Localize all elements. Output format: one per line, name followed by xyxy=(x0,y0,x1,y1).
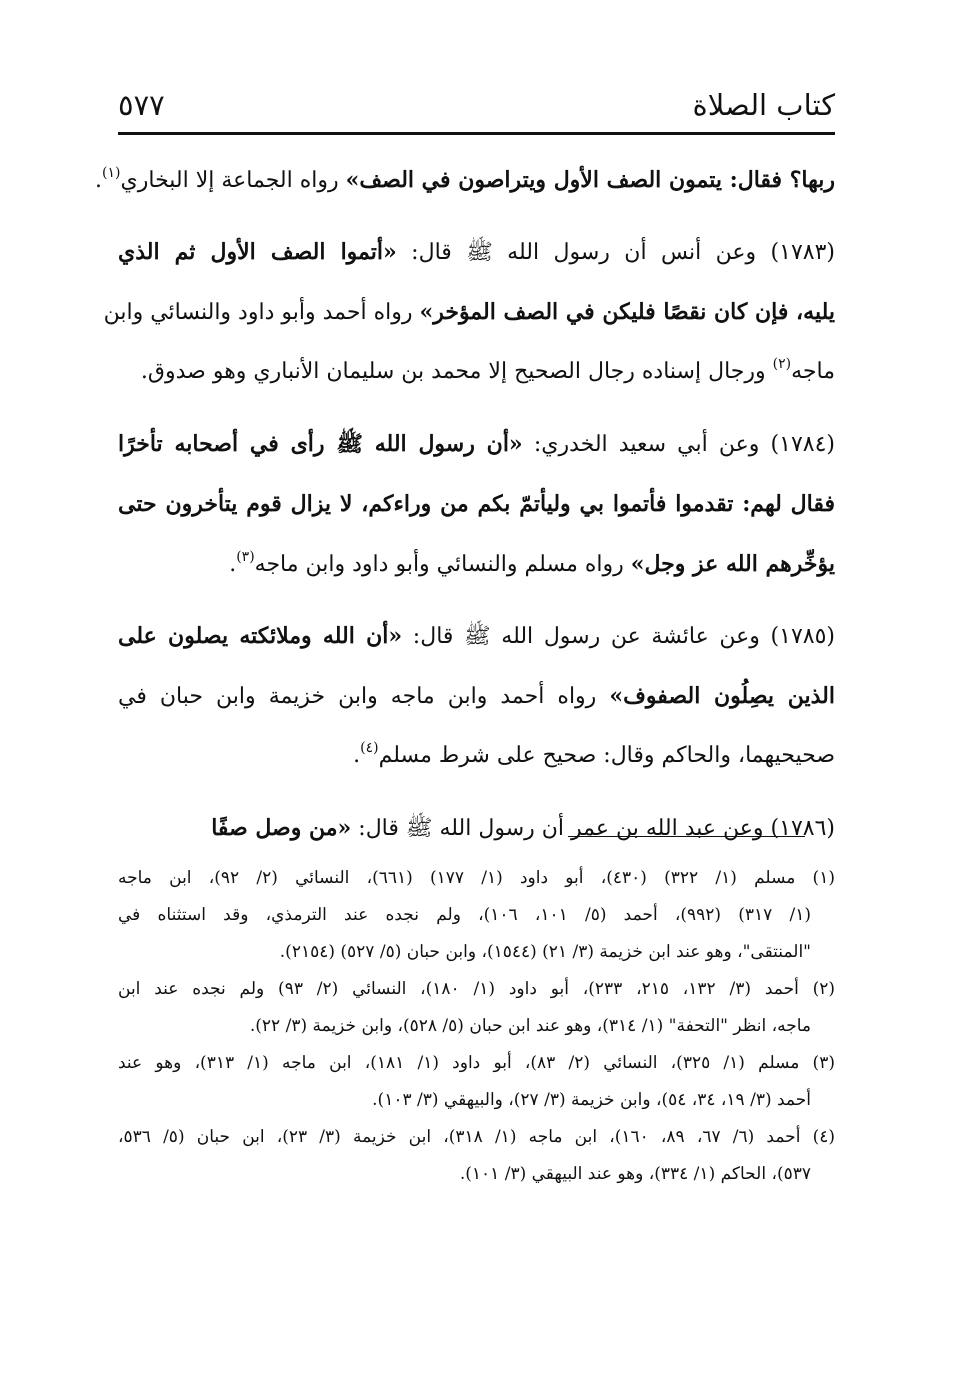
footnote-line: (٢) أحمد (٣/ ١٣٢، ٢١٥، ٢٣٣)، أبو داود (١/ ١٨٠)، النسائي (٢/ ٩٣) ولم نجده عند ابن xyxy=(118,979,836,999)
text-run: . xyxy=(229,552,237,577)
footnote-ref: (٢) xyxy=(772,356,792,372)
text-line xyxy=(118,342,835,402)
paragraph xyxy=(103,222,835,402)
text-run: «من وصل صفًا xyxy=(211,815,352,841)
text-run: . xyxy=(95,168,103,193)
text-run: رواه مسلم والنسائي وأبو داود وابن ماجه xyxy=(254,552,631,577)
paragraph xyxy=(95,150,835,210)
footnote-separator xyxy=(568,836,805,837)
text-run: صحيحيهما، والحاكم وقال: صحيح على شرط مسلم xyxy=(378,743,835,768)
text-line xyxy=(118,666,835,726)
text-run: (١٧٨٦) وعن عبد الله بن عمر أن رسول الله ﷺ قال: xyxy=(351,816,835,841)
paragraph xyxy=(118,606,835,786)
paragraph xyxy=(118,414,835,594)
text-run: رواه أحمد وابن ماجه وابن خزيمة وابن حبان في xyxy=(118,684,610,709)
text-run: «أن الله وملائكته يصلون على xyxy=(118,623,403,649)
footnote-line: "المنتقى"، وهو عند ابن خزيمة (٣/ ٢١) (١٥٤٤)، وابن حبان (٥/ ٥٢٧) (٢١٥٤). xyxy=(279,942,811,962)
text-line xyxy=(118,474,835,534)
footnote xyxy=(118,860,835,971)
paragraph xyxy=(118,798,835,858)
text-run: «أتموا الصف الأول ثم الذي xyxy=(118,239,397,265)
footnote xyxy=(118,971,835,1045)
text-line xyxy=(118,606,835,666)
text-run: «أن رسول الله ﷺ رأى في أصحابه تأخرًا xyxy=(118,431,523,457)
text-line xyxy=(118,726,835,786)
text-run: رواه الجماعة إلا البخاري xyxy=(120,168,346,193)
text-line xyxy=(95,150,835,210)
running-header xyxy=(118,82,835,132)
footnote xyxy=(118,1045,835,1119)
text-run: (١٧٨٥) وعن عائشة عن رسول الله ﷺ قال: xyxy=(402,624,835,649)
text-line xyxy=(118,414,835,474)
text-run: فقال لهم: تقدموا فأتموا بي وليأتمّ بكم من وراءكم، لا يزال قوم يتأخرون حتى xyxy=(118,491,835,517)
text-line xyxy=(118,222,835,282)
text-run: . xyxy=(353,743,361,768)
footnote-ref: (١) xyxy=(102,165,121,181)
footnote xyxy=(118,1119,835,1193)
footnote-line: (١/ ٣١٧) (٩٩٢)، أحمد (٥/ ١٠١، ١٠٦)، ولم نجده عند الترمذي، وقد استثناه في xyxy=(118,905,812,925)
footnote-line: ٥٣٧)، الحاكم (١/ ٣٣٤)، وهو عند البيهقي (٣/ ١٠١). xyxy=(459,1164,811,1184)
footnote-line: ماجه، انظر "التحفة" (١/ ٣١٤)، وهو عند ابن حبان (٥/ ٥٢٨)، وابن خزيمة (٣/ ٢٢). xyxy=(249,1016,811,1036)
text-run: يؤخِّرهم الله عز وجل» xyxy=(630,551,835,577)
text-run: الذين يصِلُون الصفوف» xyxy=(609,683,835,709)
footnote-ref: (٤) xyxy=(360,740,379,756)
text-run: ماجه xyxy=(791,359,835,384)
text-run: (١٧٨٤) وعن أبي سعيد الخدري: xyxy=(522,432,835,457)
footnote-line: (١) مسلم (١/ ٣٢٢) (٤٣٠)، أبو داود (١/ ١٧٧) (٦٦١)، النسائي (٢/ ٩٢)، ابن ماجه xyxy=(118,868,835,888)
text-run: رواه أحمد وأبو داود والنسائي وابن xyxy=(103,300,420,325)
header-rule xyxy=(118,132,835,135)
text-run: ربها؟ فقال: يتمون الصف الأول ويتراصون في الصف» xyxy=(345,167,835,193)
footnote-line: أحمد (٣/ ١٩، ٣٤، ٥٤)، وابن خزيمة (٣/ ٢٧)، والبيهقي (٣/ ١٠٣). xyxy=(372,1090,811,1110)
page-number: ٥٧٧ xyxy=(118,88,165,122)
text-run: ورجال إسناده رجال الصحيح إلا محمد بن سليمان الأنباري وهو صدوق. xyxy=(140,359,773,384)
text-run: (١٧٨٣) وعن أنس أن رسول الله ﷺ قال: xyxy=(396,240,835,265)
text-line xyxy=(103,282,835,342)
text-line xyxy=(118,798,835,858)
book-title: كتاب الصلاة xyxy=(692,88,835,122)
text-run: يليه، فإن كان نقصًا فليكن في الصف المؤخر» xyxy=(419,299,835,325)
main-text xyxy=(95,150,835,858)
footnotes xyxy=(118,860,835,1193)
footnote-line: (٤) أحمد (٦/ ٦٧، ٨٩، ١٦٠)، ابن ماجه (١/ ٣١٨)، ابن خزيمة (٣/ ٢٣)، ابن حبان (٥/ ٥٣٦، xyxy=(118,1127,835,1147)
footnote-line: (٣) مسلم (١/ ٣٢٥)، النسائي (٢/ ٨٣)، أبو داود (١/ ١٨١)، ابن ماجه (١/ ٣١٣)، وهو عند xyxy=(118,1053,835,1073)
footnote-ref: (٣) xyxy=(236,549,255,565)
text-line xyxy=(118,534,835,594)
